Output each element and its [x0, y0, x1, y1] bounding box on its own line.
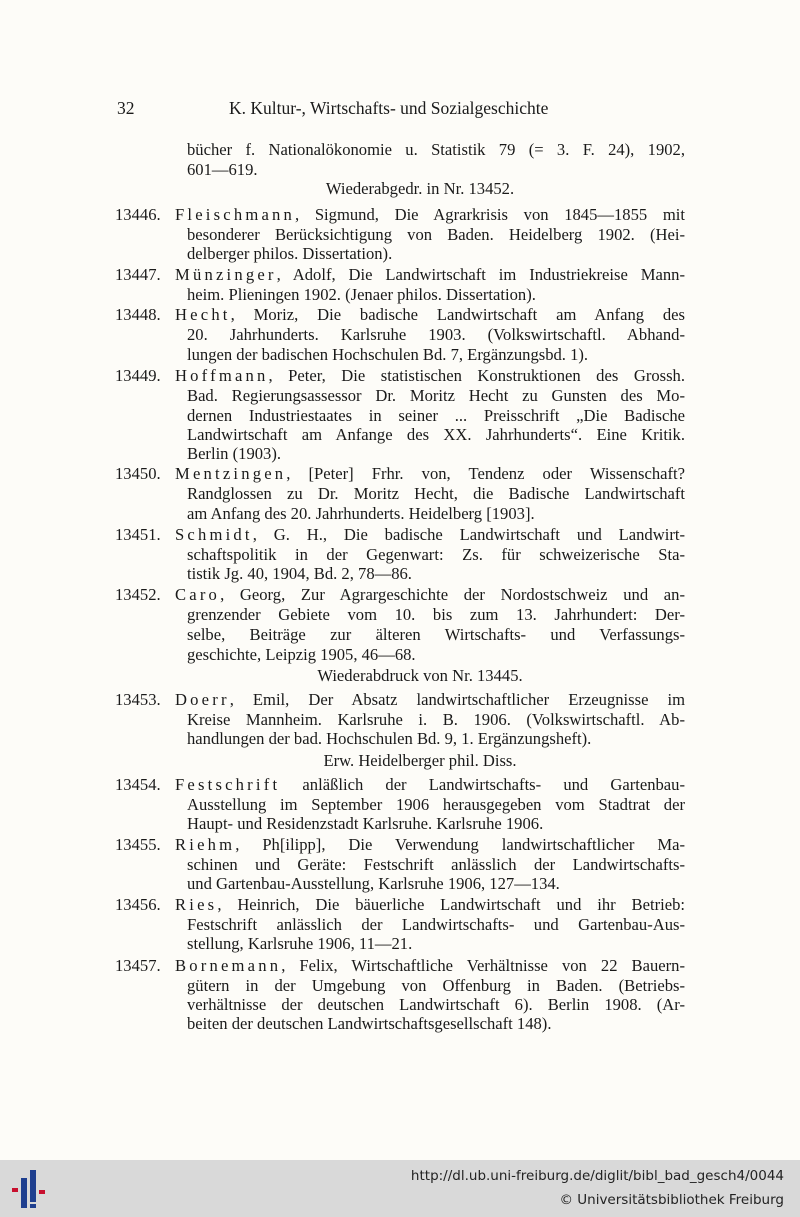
entry-number: 13450. [115, 464, 161, 483]
text-line: und Gartenbau-Ausstellung, Karlsruhe 1906, 127—134. [187, 874, 560, 893]
entry-author: Riehm [175, 835, 236, 854]
entry-author: Doerr [175, 690, 230, 709]
viewer-footer [0, 1160, 800, 1217]
entry-author: Hoffmann [175, 366, 269, 385]
text-line: delberger philos. Dissertation). [187, 244, 393, 263]
entry-first-line: 13455. Riehm, Ph[ilipp], Die Verwendung landwirtschaftlicher Ma- [115, 835, 685, 854]
entry-number: 13453. [115, 690, 161, 709]
text-line: selbe, Beiträge zur älteren Wirtschafts- und Verfassungs- [187, 625, 685, 644]
text-line: beiten der deutschen Landwirtschaftsgesellschaft 148). [187, 1014, 552, 1033]
entry-first-line: 13449. Hoffmann, Peter, Die statistischen Konstruktionen des Grossh. [115, 366, 685, 385]
text-line: schaftspolitik in der Gegenwart: Zs. für schweizerische Sta- [187, 545, 685, 564]
entry-number: 13456. [115, 895, 161, 914]
entry-first-line: 13452. Caro, Georg, Zur Agrargeschichte der Nordostschweiz und an- [115, 585, 685, 604]
entry-first-line: 13450. Mentzingen, [Peter] Frhr. von, Tendenz oder Wissenschaft? [115, 464, 685, 483]
entry-first-line: 13451. Schmidt, G. H., Die badische Landwirtschaft und Landwirt- [115, 525, 685, 544]
running-title: K. Kultur-, Wirtschafts- und Sozialgeschichte [229, 98, 549, 118]
text-line: Wiederabgedr. in Nr. 13452. [325, 179, 515, 198]
text-line: Bad. Regierungsassessor Dr. Moritz Hecht zu Gunsten des Mo- [187, 386, 685, 405]
entry-first-line: 13456. Ries, Heinrich, Die bäuerliche Landwirtschaft und ihr Betrieb: [115, 895, 685, 914]
text-line: lungen der badischen Hochschulen Bd. 7, Ergänzungsbd. 1). [187, 345, 589, 364]
source-url-link[interactable]: http://dl.ub.uni-freiburg.de/diglit/bibl_bad_gesch4/0044 [410, 1168, 784, 1184]
text-line: tistik Jg. 40, 1904, Bd. 2, 78—86. [187, 564, 412, 583]
entry-author: Caro [175, 585, 221, 604]
entry-author: Hecht [175, 305, 231, 324]
entry-first-line: 13457. Bornemann, Felix, Wirtschaftliche Verhältnisse von 22 Bauern- [115, 956, 685, 975]
entry-number: 13447. [115, 265, 161, 284]
entry-number: 13448. [115, 305, 161, 324]
copyright-text: © Universitätsbibliothek Freiburg [559, 1192, 784, 1208]
entry-author: Bornemann [175, 956, 282, 975]
entry-author: Mentzingen [175, 464, 287, 483]
text-line: besonderer Berücksichtigung von Baden. Heidelberg 1902. (Hei- [187, 225, 685, 244]
page-header [117, 98, 687, 122]
entry-number: 13457. [115, 956, 161, 975]
entry-number: 13451. [115, 525, 161, 544]
entry-first-line: 13446. Fleischmann, Sigmund, Die Agrarkrisis von 1845—1855 mit [115, 205, 685, 224]
text-line: schinen und Geräte: Festschrift anlässlich der Landwirtschafts- [187, 855, 685, 874]
text-line: Erw. Heidelberger phil. Diss. [323, 751, 517, 770]
text-line: Berlin (1903). [187, 444, 282, 463]
text-line: am Anfang des 20. Jahrhunderts. Heidelberg [1903]. [187, 504, 535, 523]
entry-first-line: 13448. Hecht, Moriz, Die badische Landwirtschaft am Anfang des [115, 305, 685, 324]
text-line: grenzender Gebiete vom 10. bis zum 13. Jahrhundert: Der- [187, 605, 685, 624]
ub-freiburg-logo-icon[interactable] [9, 1166, 53, 1210]
entry-number: 13455. [115, 835, 161, 854]
text-line: Kreise Mannheim. Karlsruhe i. B. 1906. (Volkswirtschaftl. Ab- [187, 710, 685, 729]
page-number: 32 [117, 98, 135, 118]
text-line: 601—619. [187, 160, 258, 179]
entry-number: 13449. [115, 366, 161, 385]
text-line: dernen Industriestaates in seiner ... Preisschrift „Die Badische [187, 406, 685, 425]
entry-first-line: 13453. Doerr, Emil, Der Absatz landwirtschaftlicher Erzeugnisse im [115, 690, 685, 709]
entry-number: 13452. [115, 585, 161, 604]
text-line: Wiederabdruck von Nr. 13445. [317, 666, 523, 685]
text-line: geschichte, Leipzig 1905, 46—68. [187, 645, 416, 664]
text-line: gütern in der Umgebung von Offenburg in Baden. (Betriebs- [187, 976, 685, 995]
text-line: handlungen der bad. Hochschulen Bd. 9, 1. Ergänzungsheft). [187, 729, 592, 748]
entry-number: 13454. [115, 775, 161, 794]
entry-author: Schmidt [175, 525, 253, 544]
text-line: bücher f. Nationalökonomie u. Statistik 79 (= 3. F. 24), 1902, [187, 140, 685, 159]
text-line: Landwirtschaft am Anfange des XX. Jahrhunderts“. Eine Kritik. [187, 425, 685, 444]
text-line: 20. Jahrhunderts. Karlsruhe 1903. (Volkswirtschaftl. Abhand- [187, 325, 685, 344]
entry-author: Münzinger [175, 265, 277, 284]
text-line: heim. Plieningen 1902. (Jenaer philos. Dissertation). [187, 285, 536, 304]
text-line: Ausstellung im September 1906 herausgegeben vom Stadtrat der [187, 795, 685, 814]
entry-first-line: 13454. Festschrift anläßlich der Landwirtschafts- und Gartenbau- [115, 775, 685, 794]
text-line: Haupt- und Residenzstadt Karlsruhe. Karlsruhe 1906. [187, 814, 544, 833]
text-line: verhältnisse der deutschen Landwirtschaft 6). Berlin 1908. (Ar- [187, 995, 685, 1014]
entry-number: 13446. [115, 205, 161, 224]
text-line: stellung, Karlsruhe 1906, 11—21. [187, 934, 413, 953]
entry-first-line: 13447. Münzinger, Adolf, Die Landwirtschaft im Industriekreise Mann- [115, 265, 685, 284]
text-line: Randglossen zu Dr. Moritz Hecht, die Badische Landwirtschaft [187, 484, 685, 503]
text-line: Festschrift anlässlich der Landwirtschafts- und Gartenbau-Aus- [187, 915, 685, 934]
entry-author: Ries [175, 895, 218, 914]
entry-author: Festschrift [175, 775, 281, 794]
entry-author: Fleischmann [175, 205, 295, 224]
